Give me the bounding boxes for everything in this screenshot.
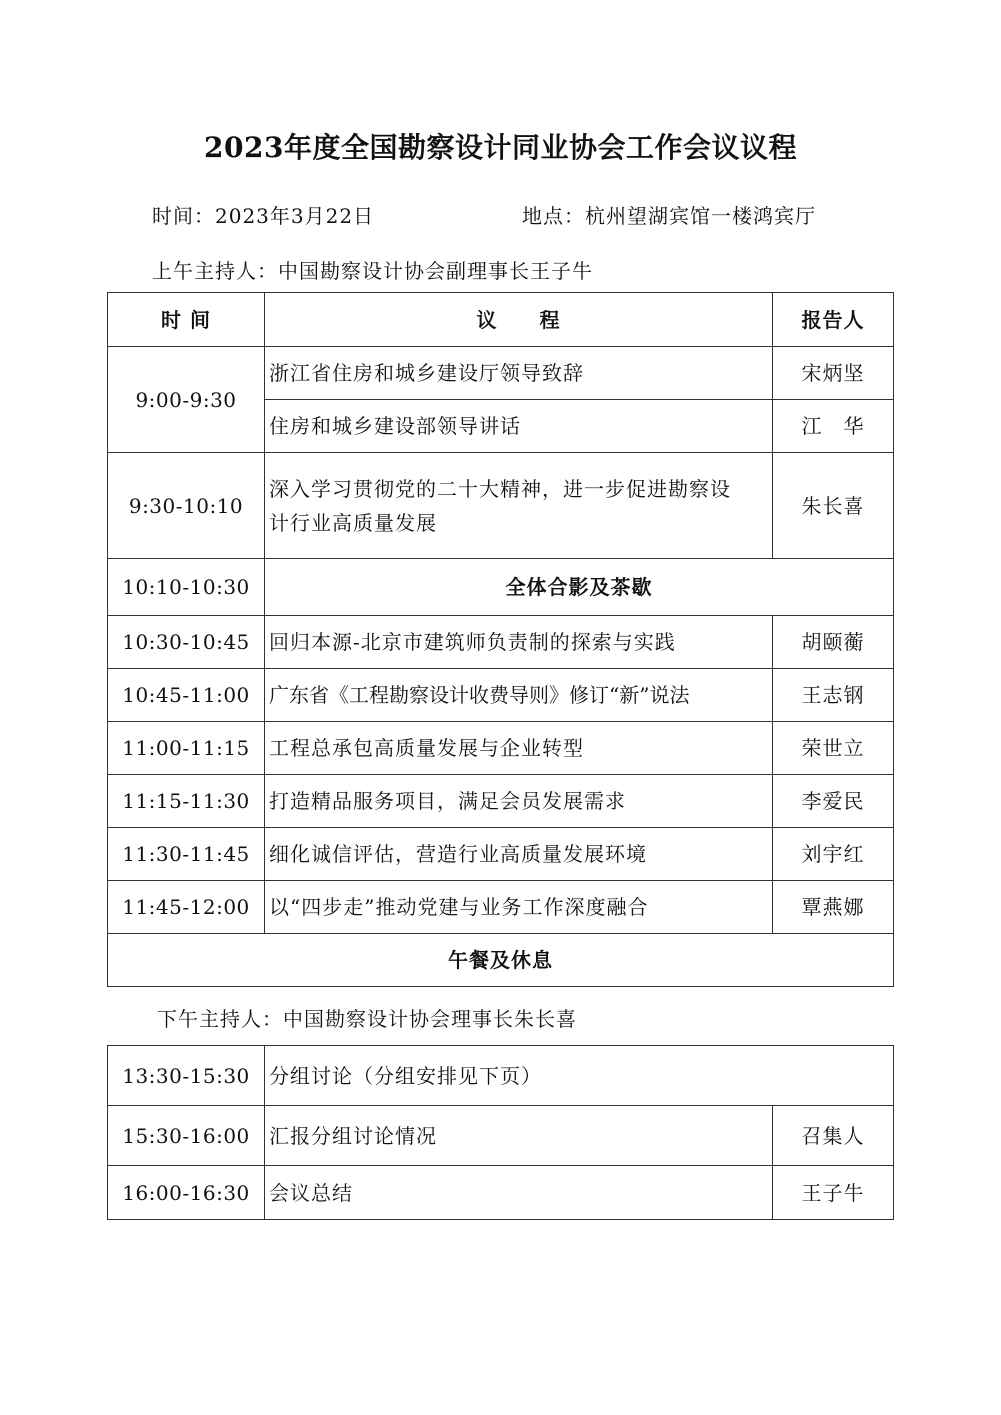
row-topic [265,453,773,559]
table-row [108,881,894,934]
table-row [108,1046,894,1106]
row-time: 9:00-9:30 [108,347,265,453]
table-row [108,453,894,559]
meeting-time: 时间：2023年3月22日 [152,204,375,228]
row-time: 11:30-11:45 [108,828,265,881]
table-row [108,1106,894,1166]
table-row [108,669,894,722]
table-row [108,1166,894,1220]
row-speaker: 王子牛 [773,1166,894,1220]
row-time: 9:30-10:10 [108,453,265,559]
lunch-row [108,934,894,987]
row-time: 11:45-12:00 [108,881,265,934]
row-topic: 汇报分组讨论情况 [265,1106,773,1166]
row-time: 10:10-10:30 [108,559,265,616]
header-agenda: 议 程 [265,293,773,347]
row-topic-line-1: 深入学习贯彻党的二十大精神，进一步促进勘察设 [269,476,731,501]
row-time: 15:30-16:00 [108,1106,265,1166]
lunch-label: 午餐及休息 [108,934,894,987]
row-speaker: 胡颐蘅 [773,616,894,669]
page-title: 2023年度全国勘察设计同业协会工作会议议程 [204,131,797,164]
row-time: 16:00-16:30 [108,1166,265,1220]
table-row [108,559,894,616]
row-topic: 细化诚信评估，营造行业高质量发展环境 [265,828,773,881]
row-topic: 工程总承包高质量发展与企业转型 [265,722,773,775]
table-row [108,347,894,400]
row-speaker: 召集人 [773,1106,894,1166]
row-speaker: 王志钢 [773,669,894,722]
table-header-row [108,293,894,347]
row-speaker: 朱长喜 [773,453,894,559]
table-row [108,616,894,669]
table-row [108,775,894,828]
am-agenda-table [107,292,894,987]
header-time: 时 间 [108,293,265,347]
row-topic: 回归本源-北京市建筑师负责制的探索与实践 [265,616,773,669]
row-topic: 会议总结 [265,1166,773,1220]
row-speaker: 李爱民 [773,775,894,828]
row-time: 13:30-15:30 [108,1046,265,1106]
row-speaker: 覃燕娜 [773,881,894,934]
row-topic: 分组讨论（分组安排见下页） [265,1046,894,1106]
row-speaker: 江 华 [773,400,894,453]
header-speaker: 报告人 [773,293,894,347]
table-row [108,722,894,775]
row-speaker: 刘宇红 [773,828,894,881]
row-topic: 浙江省住房和城乡建设厅领导致辞 [265,347,773,400]
row-topic: 住房和城乡建设部领导讲话 [265,400,773,453]
row-time: 10:30-10:45 [108,616,265,669]
row-time: 10:45-11:00 [108,669,265,722]
pm-host: 下午主持人：中国勘察设计协会理事长朱长喜 [157,1007,577,1031]
row-speaker: 宋炳坚 [773,347,894,400]
row-time: 11:00-11:15 [108,722,265,775]
am-host: 上午主持人：中国勘察设计协会副理事长王子牛 [152,259,593,283]
row-time: 11:15-11:30 [108,775,265,828]
row-topic: 以“四步走”推动党建与业务工作深度融合 [265,881,773,934]
meeting-place: 地点：杭州望湖宾馆一楼鸿宾厅 [522,204,816,228]
row-speaker: 荣世立 [773,722,894,775]
row-topic: 打造精品服务项目，满足会员发展需求 [265,775,773,828]
table-row [108,828,894,881]
row-topic: 广东省《工程勘察设计收费导则》修订“新”说法 [265,669,773,722]
break-label: 全体合影及茶歇 [265,559,894,616]
pm-agenda-table [107,1045,894,1220]
row-topic-line-2: 计行业高质量发展 [269,510,437,535]
